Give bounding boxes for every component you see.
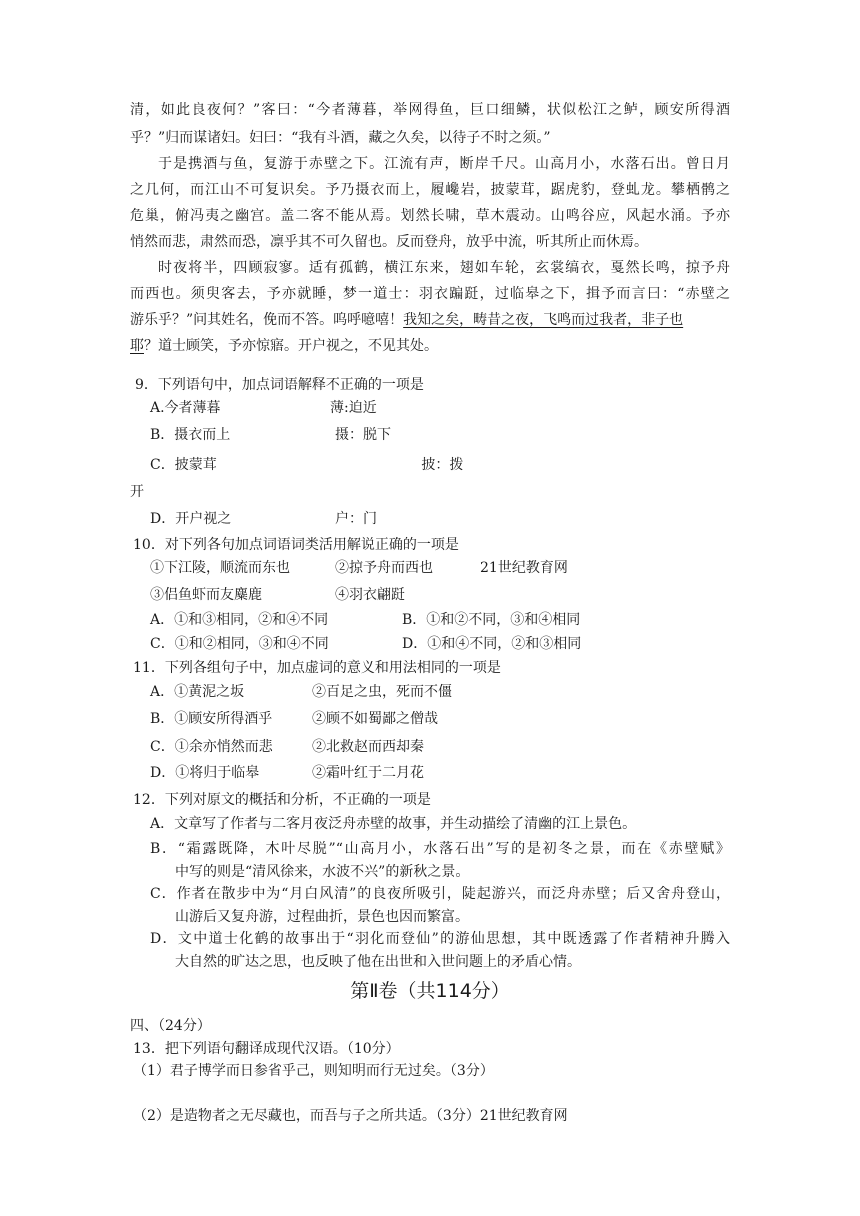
q10-option-b: B．①和②不同，③和④相同 bbox=[402, 612, 581, 628]
q11-option-a1: A．①黄泥之坂 bbox=[150, 684, 245, 700]
question-12-stem: 12．下列对原文的概括和分析，不正确的一项是 bbox=[133, 792, 431, 808]
q10-item-1: ①下江陵，顺流而东也 bbox=[150, 560, 290, 576]
q10-item-3: ③侣鱼虾而友麋鹿 bbox=[150, 587, 262, 603]
q12-option-d: D．文中道士化鹤的故事出于“羽化而登仙”的游仙思想，其中既透露了作者精神升腾入 bbox=[150, 931, 730, 947]
passage-line: 而西也。须臾客去，予亦就睡，梦一道士：羽衣蹁跹，过临皋之下，揖予而言曰：“赤壁之 bbox=[130, 286, 730, 302]
passage-line: 危巢，俯冯夷之幽宫。盖二客不能从焉。划然长啸，草木震动。山鸣谷应，风起水涌。予亦 bbox=[130, 208, 730, 224]
q11-option-d1: D．①将归于临皋 bbox=[150, 765, 260, 781]
q9-option-b-gloss: 摄：脱下 bbox=[335, 427, 391, 443]
q10-item-2: ②掠予舟而西也 bbox=[335, 560, 433, 576]
passage-line: 于是携酒与鱼，复游于赤壁之下。江流有声，断岸千尺。山高月小，水落石出。曾日月 bbox=[158, 156, 730, 172]
q9-option-c: C．披蒙茸 披：拨 bbox=[150, 457, 464, 473]
q10-option-a: A．①和③相同，②和④不同 bbox=[150, 612, 329, 628]
passage-text: ？道士顾笑，予亦惊寤。开户视之，不见其处。 bbox=[144, 338, 438, 354]
q11-option-b1: B．①顾安所得酒乎 bbox=[150, 711, 273, 727]
q11-option-c2: ②北救赵而西却秦 bbox=[312, 739, 424, 755]
passage-line: 之几何，而江山不可复识矣。予乃摄衣而上，履巉岩，披蒙茸，踞虎豹，登虬龙。攀栖鹘之 bbox=[130, 182, 730, 198]
q11-option-c1: C．①余亦悄然而悲 bbox=[150, 739, 273, 755]
question-9-stem: 9．下列语句中，加点词语解释不正确的一项是 bbox=[135, 377, 424, 393]
q9-option-d-gloss: 户：门 bbox=[335, 511, 377, 527]
underlined-sentence: 我知之矣，畴昔之夜，飞鸣而过我者，非子也 bbox=[403, 312, 684, 328]
question-11-stem: 11．下列各组句子中，加点虚词的意义和用法相同的一项是 bbox=[133, 660, 501, 676]
passage-line bbox=[130, 310, 730, 330]
passage-line bbox=[130, 336, 730, 356]
passage-line: 乎？”归而谋诸妇。妇曰：“我有斗酒，藏之久矣，以待子不时之须。” bbox=[130, 130, 551, 146]
q11-option-d2: ②霜叶红于二月花 bbox=[312, 765, 424, 781]
passage-line: 清，如此良夜何？”客曰：“今者薄暮，举网得鱼，巨口细鳞，状似松江之鲈，顾安所得酒 bbox=[130, 102, 730, 118]
question-13-stem: 13．把下列语句翻译成现代汉语。（10分） bbox=[133, 1041, 400, 1057]
part-4-heading: 四、（24分） bbox=[130, 1018, 211, 1034]
q12-option-a: A．文章写了作者与二客月夜泛舟赤壁的故事，并生动描绘了清幽的江上景色。 bbox=[150, 816, 637, 832]
underlined-sentence: 耶 bbox=[130, 338, 144, 354]
q12-option-b-cont: 中写的则是“清风徐来，水波不兴”的新秋之景。 bbox=[175, 864, 470, 880]
passage-line: 悄然而悲，肃然而恐，凛乎其不可久留也。反而登舟，放乎中流，听其所止而休焉。 bbox=[130, 234, 648, 250]
q10-item-4: ④羽衣翩跹 bbox=[335, 587, 405, 603]
q11-option-b2: ②顾不如蜀鄙之僧哉 bbox=[312, 711, 438, 727]
q13-item-2: （2）是造物者之无尽藏也，而吾与子之所共适。（3分）21世纪教育网 bbox=[133, 1108, 568, 1124]
q9-option-c-cont: 开 bbox=[130, 484, 144, 500]
q10-watermark: 21世纪教育网 bbox=[480, 560, 568, 576]
q9-option-a: A.今者薄暮 bbox=[150, 400, 221, 416]
q9-option-b: B．摄衣而上 bbox=[150, 427, 231, 443]
q12-option-b: B．“霜露既降，木叶尽脱”“山高月小，水落石出”写的是初冬之景，而在《赤壁赋》 bbox=[150, 841, 730, 857]
q12-option-c: C．作者在散步中为“月白风清”的良夜所吸引，陡起游兴，而泛舟赤壁；后又舍舟登山， bbox=[150, 886, 730, 902]
q10-option-c: C．①和②相同，③和④不同 bbox=[150, 636, 329, 652]
q9-option-a-gloss: 薄:迫近 bbox=[330, 400, 377, 416]
section-2-title: 第Ⅱ卷（共114分） bbox=[350, 980, 510, 1002]
question-10-stem: 10．对下列各句加点词语词类活用解说正确的一项是 bbox=[133, 537, 459, 553]
q12-option-c-cont: 山游后又复舟游，过程曲折，景色也因而繁富。 bbox=[175, 909, 469, 925]
q12-option-d-cont: 大自然的旷达之思，也反映了他在出世和入世问题上的矛盾心情。 bbox=[175, 954, 581, 970]
passage-line: 时夜将半，四顾寂寥。适有孤鹤，横江东来，翅如车轮，玄裳缟衣，戛然长鸣，掠予舟 bbox=[158, 260, 730, 276]
q11-option-a2: ②百足之虫，死而不僵 bbox=[312, 684, 452, 700]
q9-option-d: D．开户视之 bbox=[150, 511, 232, 527]
q13-item-1: （1）君子博学而日参省乎己，则知明而行无过矣。（3分） bbox=[133, 1063, 494, 1079]
q10-option-d: D．①和④不同，②和③相同 bbox=[402, 636, 582, 652]
passage-text: 游乐乎？”问其姓名，俛而不答。呜呼噫嘻！ bbox=[130, 312, 404, 328]
